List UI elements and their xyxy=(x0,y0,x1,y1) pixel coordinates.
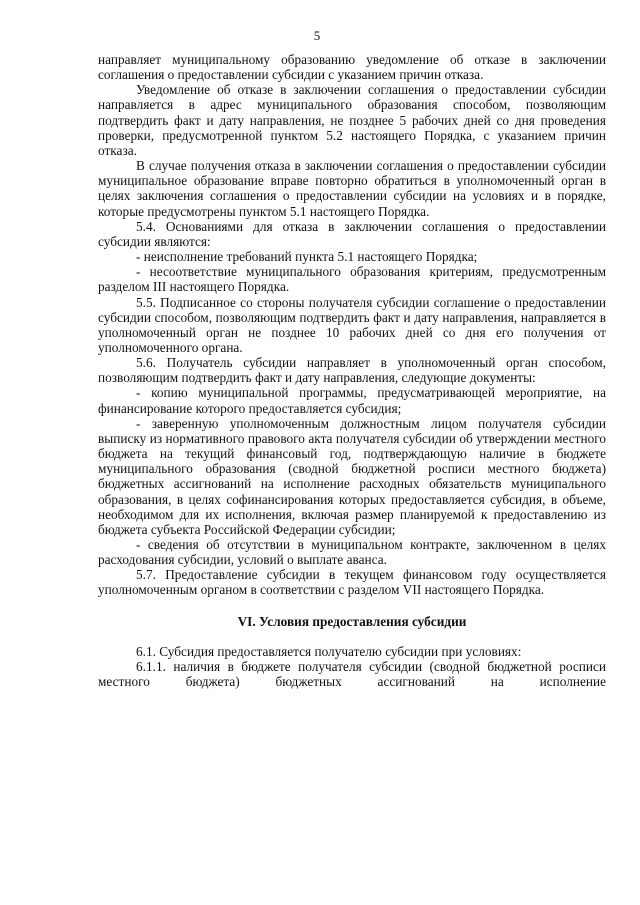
paragraph: 5.6. Получатель субсидии направляет в уполномоченный орган способом, позволяющим подтвердить факт и дату направления, следующие документы: xyxy=(98,355,606,386)
section-title: VI. Условия предоставления субсидии xyxy=(237,613,467,629)
paragraph: 5.5. Подписанное со стороны получателя субсидии соглашение о предоставлении субсидии способом, позволяющим подтвердить факт и дату направления, направляется в уполномоченный орган не позднее 10 рабочих дней со дня его получения от уполномоченного органа. xyxy=(98,294,606,355)
list-item: - несоответствие муниципального образования критериям, предусмотренным разделом III настоящего Порядка. xyxy=(98,264,606,295)
paragraph: 5.4. Основаниями для отказа в заключении соглашения о предоставлении субсидии являются: xyxy=(98,218,606,249)
list-item: - неисполнение требований пункта 5.1 настоящего Порядка; xyxy=(136,249,478,265)
paragraph: 5.7. Предоставление субсидии в текущем финансовом году осуществляется уполномоченным органом в соответствии с разделом VII настоящего Порядка. xyxy=(98,567,606,598)
paragraph: 6.1.1. наличия в бюджете получателя субсидии (сводной бюджетной росписи местного бюджета) бюджетных ассигнований на исполнение xyxy=(98,658,606,690)
paragraph: В случае получения отказа в заключении соглашения о предоставлении субсидии муниципальное образование вправе повторно обратиться в уполномоченный орган в целях заключения соглашения о предоставлении субсидии на условиях и в порядке, которые предусмотрены пунктом 5.1 настоящего Порядка. xyxy=(98,158,606,219)
page-number: 5 xyxy=(313,28,321,43)
paragraph: Уведомление об отказе в заключении соглашения о предоставлении субсидии направляется в адрес муниципального образования способом, позволяющим подтвердить факт и дату направления, не позднее 5 рабочих дней со дня проведения проверки, предусмотренной пунктом 5.2 настоящего Порядка, с указанием причин отказа. xyxy=(98,82,606,158)
list-item: - заверенную уполномоченным должностным лицом получателя субсидии выписку из нормативного правового акта получателя субсидии об утверждении местного бюджета на текущий финансовый год, подтверждающую наличие в бюджете муниципального образования (сводной бюджетной росписи местного бюджета) бюджетных ассигнований на исполнение расходных обязательств муниципального образования, в целях софинансирования которых предоставляется субсидия, в объеме, необходимом для их исполнения, включая размер планируемой к предоставлению из бюджета субъекта Российской Федерации субсидии; xyxy=(98,415,606,537)
paragraph: 6.1. Субсидия предоставляется получателю субсидии при условиях: xyxy=(136,643,522,659)
list-item: - сведения об отсутствии в муниципальном контракте, заключенном в целях расходования субсидии, условий о выплате аванса. xyxy=(98,537,606,568)
paragraph: направляет муниципальному образованию уведомление об отказе в заключении соглашения о предоставлении субсидии с указанием причин отказа. xyxy=(98,52,606,83)
list-item: - копию муниципальной программы, предусматривающей мероприятие, на финансирование которого предоставляется субсидия; xyxy=(98,385,606,416)
document-body xyxy=(98,52,606,689)
